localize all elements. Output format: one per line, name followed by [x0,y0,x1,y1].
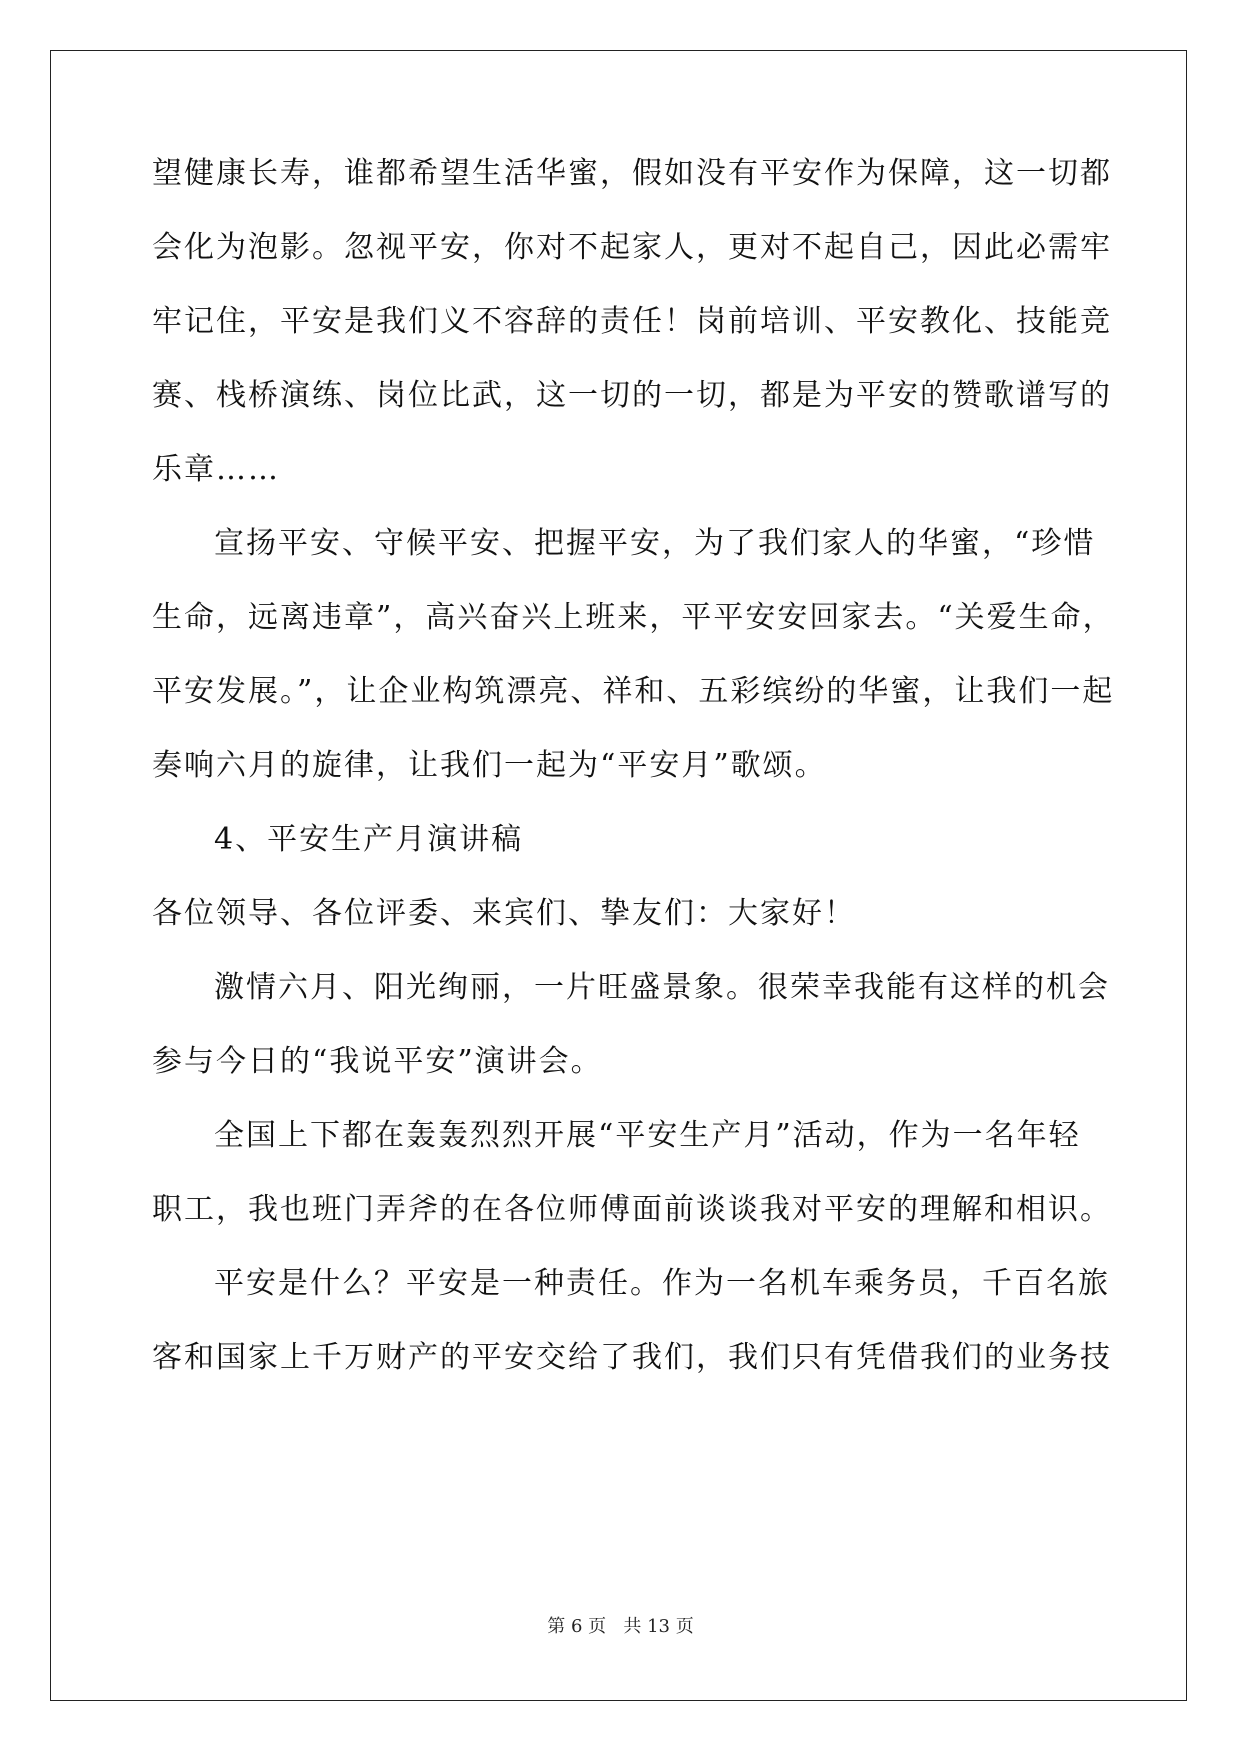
page-number: 第 6 页 [547,1616,607,1637]
section-heading: 4、平安生产月演讲稿 [214,822,524,857]
text-line: 奏响六月的旋律，让我们一起为“平安月”歌颂。 [152,748,827,783]
text-line: 望健康长寿，谁都希望生活华蜜，假如没有平安作为保障，这一切都 [152,156,1112,191]
text-line: 激情六月、阳光绚丽，一片旺盛景象。很荣幸我能有这样的机会 [214,970,1110,1005]
text-line: 生命，远离违章”，高兴奋兴上班来，平平安安回家去。“关爱生命， [152,600,1115,635]
text-line: 赛、栈桥演练、岗位比武，这一切的一切，都是为平安的赞歌谱写的 [152,378,1112,413]
text-line: 全国上下都在轰轰烈烈开展“平安生产月”活动，作为一名年轻 [214,1118,1081,1153]
text-line: 乐章…… [152,452,280,487]
text-line: 参与今日的“我说平安”演讲会。 [152,1044,603,1079]
page-total: 共 13 页 [623,1616,694,1637]
text-line: 客和国家上千万财产的平安交给了我们，我们只有凭借我们的业务技 [152,1340,1112,1375]
text-line: 职工，我也班门弄斧的在各位师傅面前谈谈我对平安的理解和相识。 [152,1192,1112,1227]
salutation: 各位领导、各位评委、来宾们、挚友们：大家好！ [152,896,856,931]
text-line: 会化为泡影。忽视平安，你对不起家人，更对不起自己，因此必需牢 [152,230,1112,265]
text-line: 平安是什么？平安是一种责任。作为一名机车乘务员，千百名旅 [214,1266,1110,1301]
text-line: 牢记住，平安是我们义不容辞的责任！岗前培训、平安教化、技能竞 [152,304,1112,339]
page-footer [0,1612,1241,1638]
text-line: 平安发展。”，让企业构筑漂亮、祥和、五彩缤纷的华蜜，让我们一起 [152,674,1115,709]
text-line: 宣扬平安、守候平安、把握平安，为了我们家人的华蜜，“珍惜 [214,526,1096,561]
